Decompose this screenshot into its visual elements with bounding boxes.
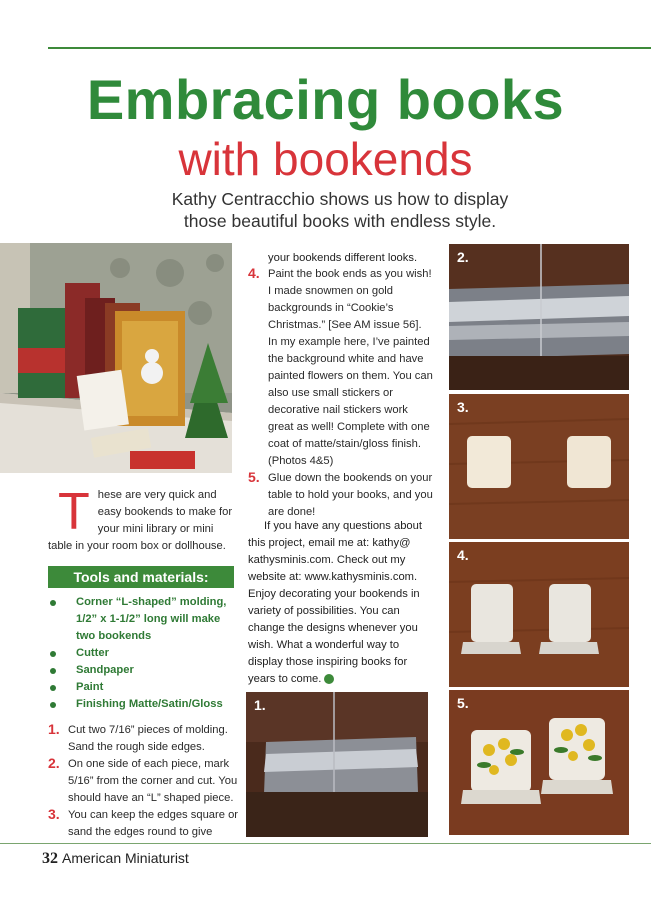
headline-sub: with bookends — [178, 133, 473, 185]
step-item — [48, 807, 238, 841]
step-text: Paint the book ends as you wish! I made snowmen on gold backgrounds in “Cookie’s Christmas.” [See AM issue 56]. In my example here, I’ve painted the background white and have painted flowers on them. You can also use small stickers or decorative nail stickers work great as well! Complete with one coat of matte/stain/gloss finish. (Photos 4&5) — [268, 268, 433, 467]
photo-1 — [246, 692, 428, 837]
closing-text: If you have any questions about this project, email me at: kathy@ kathysminis.com. Check out my website at: www.kathysminis.com. Enjoy decorating your bookends in variety of possibilities. You can change the designs whenever you wish. What a wonderful way to display those inspiring books for years to come. — [248, 520, 422, 685]
list-item — [48, 645, 238, 662]
list-item — [48, 594, 238, 645]
step-item — [48, 722, 238, 756]
list-item — [48, 662, 238, 679]
top-rule — [48, 47, 651, 49]
step-number: 1. — [48, 721, 60, 737]
bottom-rule — [0, 843, 651, 844]
step-item — [248, 470, 433, 521]
photo-label: 2. — [457, 249, 469, 265]
bullet-icon — [50, 685, 56, 691]
bullet-icon — [50, 651, 56, 657]
photo-3 — [449, 394, 629, 539]
tool-item-molding: Corner “L-shaped” molding, 1/2” x 1-1/2” long will make two bookends — [76, 596, 227, 642]
step-text: Glue down the bookends on your table to hold your books, and you are done! — [268, 472, 433, 518]
photo-label: 1. — [254, 697, 266, 713]
intro-paragraph — [48, 483, 238, 555]
tools-heading-box — [48, 566, 234, 588]
end-mark-icon: AM — [324, 674, 334, 684]
photo-label: 4. — [457, 547, 469, 563]
photo-5 — [449, 690, 629, 835]
bullet-icon — [50, 668, 56, 674]
page-number: 32 — [42, 850, 58, 867]
list-item — [48, 679, 238, 696]
list-item — [48, 696, 238, 713]
step-text: Cut two 7/16” pieces of molding. Sand the rough side edges. — [68, 724, 228, 753]
tool-item-finishing: Finishing Matte/Satin/Gloss — [76, 698, 223, 710]
step-number: 2. — [48, 755, 60, 771]
closing-paragraph — [248, 518, 436, 688]
step-number: 5. — [248, 469, 260, 485]
tool-item-paint: Paint — [76, 681, 104, 693]
tool-item-sandpaper: Sandpaper — [76, 664, 134, 676]
page-footer — [42, 850, 189, 868]
step-text: On one side of each piece, mark 5/16” from the corner and cut. You should have an “L” shaped piece. — [68, 758, 238, 804]
deck: Kathy Centracchio shows us how to display those beautiful books with endless style. — [171, 189, 509, 231]
photo-label: 3. — [457, 399, 469, 415]
step-number: 3. — [48, 806, 60, 822]
photo-4 — [449, 542, 629, 687]
photo-2 — [449, 244, 629, 390]
step-item — [248, 266, 433, 470]
publication-name: American Miniaturist — [62, 850, 189, 866]
drop-cap: T — [58, 483, 90, 541]
step-text: You can keep the edges square or sand the edges round to give — [68, 809, 239, 838]
main-photo-bookshelf — [0, 243, 232, 473]
bullet-icon — [50, 600, 56, 606]
tools-heading: Tools and materials: — [73, 569, 209, 585]
intro-text: hese are very quick and easy bookends to make for your mini library or mini table in your room box or dollhouse. — [48, 489, 233, 552]
step-item — [48, 756, 238, 807]
tool-item-cutter: Cutter — [76, 647, 109, 659]
headline: Embracing books — [86, 68, 565, 131]
photo-label: 5. — [457, 695, 469, 711]
steps-list-2 — [248, 266, 433, 521]
tools-list — [48, 594, 238, 713]
bullet-icon — [50, 702, 56, 708]
steps-list-1 — [48, 722, 238, 841]
step-number: 4. — [248, 265, 260, 281]
step3-continued: your bookends different looks. — [268, 252, 418, 264]
